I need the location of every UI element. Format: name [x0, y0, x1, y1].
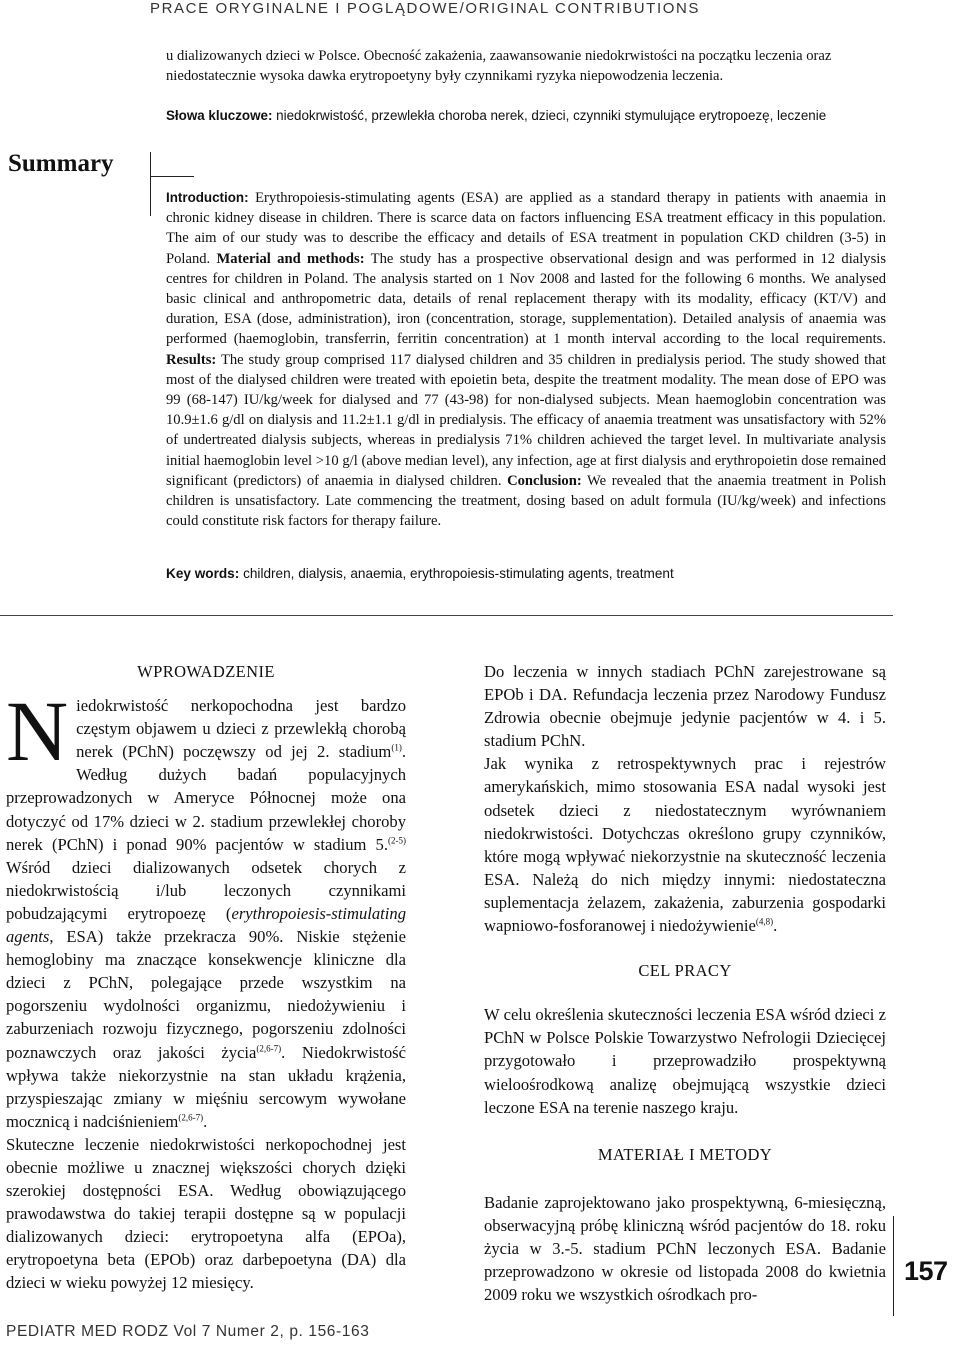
spacer	[484, 937, 886, 959]
introduction-text: Erythropoiesis-stimulating agents (ESA) are applied as a standard therapy in patients with anaemia in chronic kidney disease in children. There is scarce data on factors influencing ESA treatment efficacy in this population. The aim of our study was to describe the efficacy and details of ESA treatment in population CKD children (3-5) in Poland.	[166, 190, 886, 267]
page-number-rule	[893, 1216, 894, 1316]
heading-wprowadzenie: WPROWADZENIE	[137, 662, 275, 681]
text-span: Wśród dzieci dializowanych odsetek chorych z niedokrwistością i/lub leczonych czynnikami pobudzającymi erytropoezę (	[6, 857, 406, 923]
text-span: . Według dużych badań populacyjnych przeprowadzonych w Ameryce Północnej może ona dotyczyć od 17% dzieci w 2. stadium przewlekłej choroby nerek (PChN) i ponad 90% pacjentów w stadium 5.	[6, 742, 406, 854]
text-span: .	[203, 1111, 208, 1131]
summary-horizontal-rule	[150, 176, 194, 177]
reference: (1)	[391, 742, 402, 753]
abstract-pl-end: u dializowanych dzieci w Polsce. Obecność zakażenia, zaawansowanie niedokrwistości na początku leczenia oraz niedostatecznie wysoka dawka erytropoetyny były czynnikami ryzyka niepowodzenia leczenia.	[166, 48, 832, 84]
reference: (2-5)	[388, 835, 406, 846]
keywords-en-text: children, dialysis, anaemia, erythropoiesis-stimulating agents, treatment	[243, 566, 674, 581]
text-span: iedokrwistość nerkopochodna jest bardzo częstym objawem u dzieci z przewlekłą chorobą nerek (PChN) poczęwszy od jej 2. stadium	[76, 696, 406, 762]
methods-label: Material and methods:	[216, 250, 365, 267]
keywords-pl	[166, 106, 926, 126]
page-number: 157	[904, 1256, 948, 1286]
text-span: Jak wynika z retrospektywnych prac i rejestrów amerykańskich, mimo stosowania ESA nadal wysoki jest odsetek dzieci z niedostatecznym wyrównaniem niedokrwistości. Dotychczas określono grupy czynników, które mogą wpływać niekorzystnie na skuteczność leczenia ESA. Należą do nich między innymi: niedostateczna suplementacja żelazem, zakażenia, zaburzenia gospodarki wapniowo-fosforanowej i niedożywienie	[484, 754, 886, 936]
summary-title: Summary	[8, 150, 114, 177]
drop-cap: N	[6, 683, 69, 780]
methods-text: The study has a prospective observational design and was performed in 12 dialysis centres for children in Poland. The analysis started on 1 Nov 2008 and lasted for the following 6 months. We analysed basic clinical and anthropometric data, details of renal replacement therapy with its modality, efficacy (KT/V) and duration, ESA (dose, administration), iron (concentration, storage, supplementation). Detailed analysis of anaemia was performed (haemoglobin, transferrin, ferritin concentration) at 1 month interval according to the local requirements.	[166, 250, 886, 348]
spacer	[484, 993, 886, 1003]
right-column	[484, 660, 886, 1306]
left-column	[6, 660, 406, 1295]
heading-cel-pracy: CEL PRACY	[638, 961, 732, 981]
heading-material-i-metody: MATERIAŁ I METODY	[597, 1144, 773, 1164]
keywords-pl-text: niedokrwistość, przewlekła choroba nerek, dzieci, czynniki stymulujące erytropoezę, leczenie	[276, 108, 827, 123]
summary-vertical-rule	[150, 152, 151, 216]
spacer	[484, 1177, 886, 1191]
running-header: PRACE ORYGINALNE I POGLĄDOWE/ORIGINAL CONTRIBUTIONS	[150, 0, 701, 17]
keywords-en	[166, 564, 926, 584]
introduction-label: Introduction:	[166, 190, 249, 205]
summary-abstract	[166, 188, 886, 531]
reference: (2,6-7)	[256, 1042, 282, 1053]
section-divider	[0, 615, 893, 616]
text-span: , ESA) także przekracza 90%. Niskie stężenie hemoglobiny ma znaczące konsekwencje kliniczne dla dzieci z PChN, polegające przede wszystkim na pogorszeniu wydolności organizmu, niedożywieniu i zaburzeniach rozwoju fizycznego, pogorszeniu zdolności poznawczych oraz jakości życia	[6, 927, 406, 1062]
material-paragraph: Badanie zaprojektowano jako prospektywną, 6-miesięczną, obserwacyjną próbę kliniczną wśród pacjentów do 18. roku życia w 3.-5. stadium PChN leczonych ESA. Badanie przeprowadzono w okresie od listopada 2008 do kwietnia 2009 roku we wszystkich ośrodkach pro-	[484, 1192, 886, 1305]
conclusion-text: We revealed that the anaemia treatment in Polish children is unsatisfactory. Late commencing the treatment, dosing based on adult formula (IU/kg/week) and infections could constitute risk factors for therapy failure.	[166, 472, 887, 530]
results-text: The study group comprised 117 dialysed children and 35 children in predialysis period. The study showed that most of the dialysed children were treated with epoietin beta, despite the treatment modality. The mean dose of EPO was 99 (68-147) IU/kg/week for dialysed and 77 (43-98) for non-dialysed subjects. Mean haemoglobin concentration was 10.9±1.6 g/dl on dialysis and 11.2±1.1 g/dl in predialysis. The efficacy of anaemia treatment was unsatisfactory with 52% of undertreated dialysis subjects, whereas in predialysis 71% children achieved the target level. In multivariate analysis initial haemoglobin level >10 g/l (above median level), any infection, age at first dialysis and erythropoietin dose remained significant (predictors) of anaemia in dialysed children.	[166, 351, 886, 489]
keywords-pl-label: Słowa kluczowe:	[166, 108, 273, 123]
journal-footer: PEDIATR MED RODZ Vol 7 Numer 2, p. 156-163	[6, 1323, 370, 1340]
wprowadzenie-paragraph-1	[6, 683, 406, 1133]
italic-term: erythropoiesis-stimulating agents	[6, 903, 406, 947]
wprowadzenie-paragraph-3: Do leczenia w innych stadiach PChN zarejestrowane są EPOb i DA. Refundacja leczenia przez Narodowy Fundusz Zdrowia obecnie obejmuje jedynie pacjentów w 4. i 5. stadium PChN.	[484, 662, 886, 751]
reference: (2,6-7)	[178, 1112, 204, 1123]
wprowadzenie-paragraph-2: Skuteczne leczenie niedokrwistości nerkopochodnej jest obecnie możliwe u znacznej większości chorych dzięki szerokiej dostępności ESA. Według obowiązującego prawodawstwa do takiej terapii dostępne są w populacji dializowanych dzieci: erytropoetyna alfa (EPOa), erytropoetyna beta (EPOb) oraz darbepoetyna (DA) dla dzieci w wieku powyżej 12 miesięcy.	[6, 1134, 406, 1293]
text-span: . Niedokrwistość wpływa także niekorzystnie na stan układu krążenia, przyspieszając zmiany w mięśniu sercowym wywołane mocznicą i nadciśnieniem	[6, 1042, 406, 1131]
conclusion-label: Conclusion:	[507, 472, 582, 489]
spacer	[484, 1119, 886, 1143]
reference: (4,8)	[755, 916, 774, 927]
keywords-en-label: Key words:	[166, 566, 240, 581]
results-label: Results:	[166, 351, 217, 368]
wprowadzenie-paragraph-4	[484, 752, 886, 937]
text-span: .	[773, 916, 778, 936]
cel-pracy-paragraph: W celu określenia skuteczności leczenia ESA wśród dzieci z PChN w Polsce Polskie Towarzystwo Nefrologii Dziecięcej przygotowało i przeprowadziło prospektywną wieloośrodkową analizę obejmującą wszystkie dzieci leczone ESA na terenie naszego kraju.	[484, 1005, 886, 1117]
